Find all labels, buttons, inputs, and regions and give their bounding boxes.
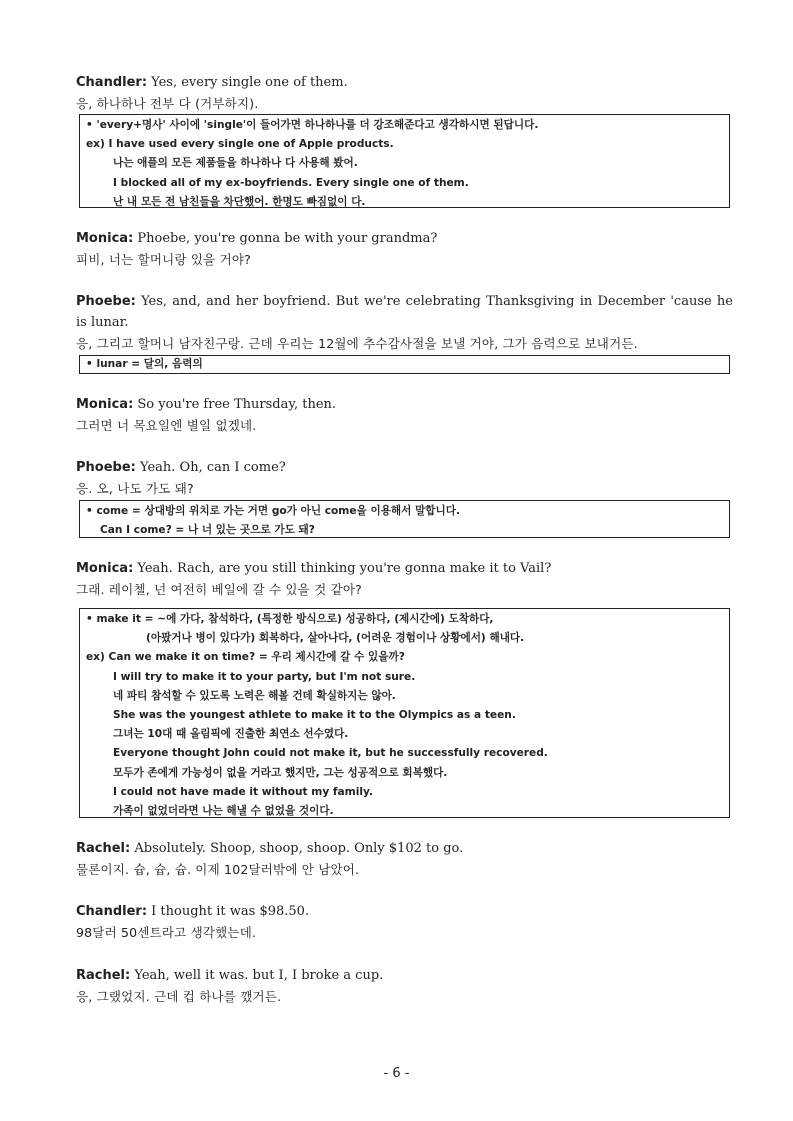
english-line: Absolutely. Shoop, shoop, shoop. Only $102 to go.: [134, 841, 464, 856]
note-line: I blocked all of my ex-boyfriends. Every single one of them.: [113, 176, 469, 189]
speaker-name: Monica: [76, 561, 129, 576]
english-line: Yeah. Oh, can I come?: [140, 460, 286, 475]
english-line: So you're free Thursday, then.: [137, 397, 337, 412]
korean-line: 응. 오, 나도 가도 돼?: [76, 481, 194, 496]
korean-line: 응, 그리고 할머니 남자친구랑. 근데 우리는 12월에 추수감사절을 보낼 거야, 그가 음력으로 보내거든.: [76, 336, 638, 351]
note-line: ex) Can we make it on time? = 우리 제시간에 갈 수 있을까?: [86, 651, 405, 664]
korean-line: 피비, 너는 할머니랑 있을 거야?: [76, 252, 252, 267]
dialogue-block-monica-3: Monica: Yeah. Rach, are you still thinking you're gonna make it to Vail? 그래. 레이첼, 넌 여전히 베일에 갈 수 있을 것 같아?: [76, 558, 733, 600]
korean-line: 그래. 레이첼, 넌 여전히 베일에 갈 수 있을 것 같아?: [76, 582, 362, 597]
dialogue-block-chandler-1: Chandler: Yes, every single one of them. 응, 하나하나 전부 다 (거부하지).: [76, 72, 733, 114]
english-line: Yeah. Rach, are you still thinking you're gonna make it to Vail?: [137, 561, 552, 576]
note-line: 가족이 없었더라면 나는 해낼 수 없었을 것이다.: [113, 805, 334, 818]
english-line: Yeah, well it was. but I, I broke a cup.: [134, 968, 384, 983]
grammar-note-make-it: [79, 608, 730, 818]
dialogue-block-monica-1: Monica: Phoebe, you're gonna be with your grandma? 피비, 너는 할머니랑 있을 거야?: [76, 228, 733, 270]
note-line: 그녀는 10대 때 올림픽에 진출한 최연소 선수였다.: [113, 728, 349, 741]
note-line: Everyone thought John could not make it, but he successfully recovered.: [113, 747, 548, 760]
page-number: - 6 -: [383, 1066, 410, 1081]
vocab-note-lunar: [79, 355, 730, 374]
dialogue-block-rachel-2: Rachel: Yeah, well it was. but I, I broke a cup. 응, 그랬었지. 근데 컵 하나를 깼거든.: [76, 965, 733, 1007]
dialogue-block-chandler-2: Chandler: I thought it was $98.50. 98달러 50센트라고 생각했는데.: [76, 901, 733, 943]
grammar-note-come: [79, 500, 730, 538]
english-line: Yes, every single one of them.: [151, 75, 348, 90]
korean-line: 물론이지. 슙, 슙, 슙. 이제 102달러밖에 안 남았어.: [76, 862, 360, 877]
speaker-name: Chandler: [76, 904, 142, 919]
dialogue-block-monica-2: Monica: So you're free Thursday, then. 그러면 너 목요일엔 별일 없겠네.: [76, 394, 733, 436]
speaker-name: Rachel: [76, 841, 126, 856]
english-line: Yes, and, and her boyfriend. But we're celebrating Thanksgiving in December 'cause he is lunar.: [76, 294, 734, 330]
speaker-name: Phoebe: [76, 460, 131, 475]
note-line: 나는 애플의 모든 제품들을 하나하나 다 사용해 봤어.: [113, 157, 358, 170]
dialogue-block-phoebe-1: Phoebe: Yes, and, and her boyfriend. But we're celebrating Thanksgiving in December 'cause he is lunar. 응, 그리고 할머니 남자친구랑. 근데 우리는 12월에 추수감사절을 보낼 거야, 그가 음력으로 보내거든.: [76, 291, 733, 354]
note-line: • lunar = 달의, 음력의: [86, 358, 203, 370]
korean-line: 그러면 너 목요일엔 별일 없겠네.: [76, 418, 257, 433]
note-line: • 'every+명사' 사이에 'single'이 들어가면 하나하나를 더 강조해준다고 생각하시면 된답니다.: [86, 119, 539, 131]
note-line: • make it = ~에 가다, 참석하다, (특정한 방식으로) 성공하다, (제시간에) 도착하다,: [86, 613, 494, 625]
note-line: Can I come? = 나 너 있는 곳으로 가도 돼?: [100, 524, 315, 537]
note-line: She was the youngest athlete to make it to the Olympics as a teen.: [113, 709, 516, 722]
korean-line: 98달러 50센트라고 생각했는데.: [76, 925, 257, 940]
grammar-note-every-single: [79, 114, 730, 208]
korean-line: 응, 하나하나 전부 다 (거부하지).: [76, 96, 259, 111]
korean-line: 응, 그랬었지. 근데 컵 하나를 깼거든.: [76, 989, 282, 1004]
speaker-name: Phoebe: [76, 294, 131, 309]
note-line: • come = 상대방의 위치로 가는 거면 go가 아닌 come을 이용해서 말합니다.: [86, 505, 461, 517]
speaker-name: Chandler: [76, 75, 142, 90]
note-line: I will try to make it to your party, but I'm not sure.: [113, 670, 416, 683]
dialogue-block-rachel-1: Rachel: Absolutely. Shoop, shoop, shoop. Only $102 to go. 물론이지. 슙, 슙, 슙. 이제 102달러밖에 안 남았어.: [76, 838, 733, 880]
note-line: (아팠거나 병이 있다가) 회복하다, 살아나다, (어려운 경험이나 상황에서) 해내다.: [146, 632, 525, 645]
note-line: 네 파티 참석할 수 있도록 노력은 해볼 건데 확실하지는 않아.: [113, 689, 396, 702]
speaker-name: Monica: [76, 231, 129, 246]
note-line: 모두가 존에게 가능성이 없을 거라고 했지만, 그는 성공적으로 회복했다.: [113, 766, 448, 779]
speaker-name: Monica: [76, 397, 129, 412]
speaker-name: Rachel: [76, 968, 126, 983]
note-line: I could not have made it without my family.: [113, 785, 373, 798]
dialogue-block-phoebe-2: Phoebe: Yeah. Oh, can I come? 응. 오, 나도 가도 돼?: [76, 457, 733, 499]
english-line: Phoebe, you're gonna be with your grandma?: [137, 231, 438, 246]
english-line: I thought it was $98.50.: [151, 904, 310, 919]
note-line: ex) I have used every single one of Apple products.: [86, 138, 394, 151]
note-line: 난 내 모든 전 남친들을 차단했어. 한명도 빠짐없이 다.: [113, 195, 366, 208]
